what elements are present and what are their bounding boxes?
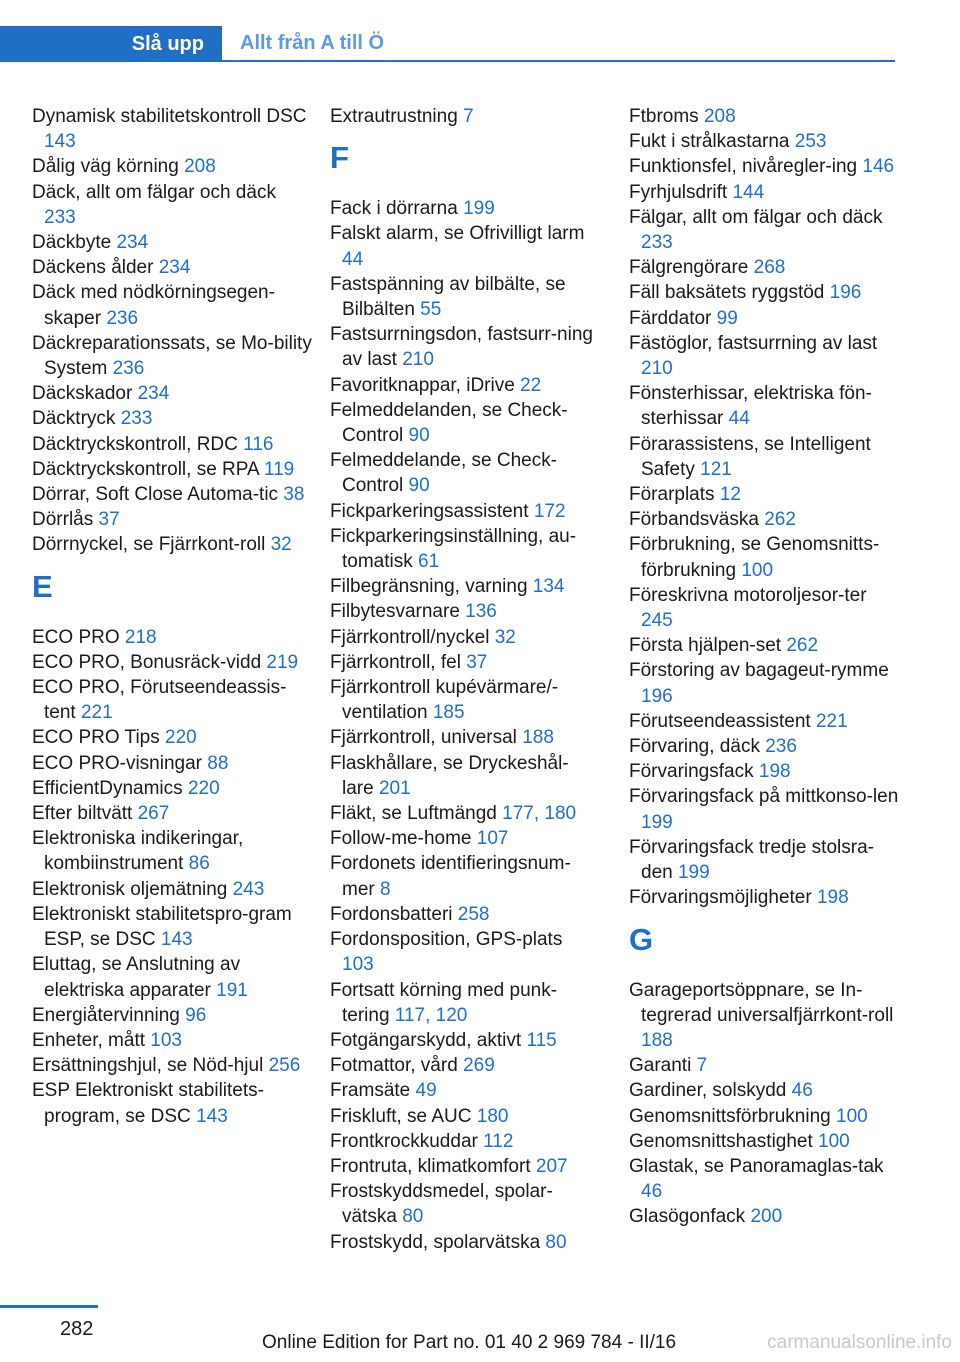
index-entry-term: Fortsatt körning med punk-tering (330, 979, 558, 1026)
index-entry (330, 1104, 595, 1129)
index-entry-term: Förvaringsmöjligheter (629, 887, 812, 909)
index-entry-term: Fack i dörrarna (330, 198, 458, 220)
index-entry (629, 1078, 899, 1103)
index-entry (330, 625, 595, 650)
index-entry (330, 104, 595, 129)
index-entry-page-link[interactable]: 234 (137, 383, 170, 405)
index-entry-page-link[interactable]: 61 (418, 551, 440, 573)
index-entry-page-link[interactable]: 221 (80, 702, 113, 724)
index-entry (629, 129, 899, 154)
index-entry-term: Förstoring av bagageut-rymme (629, 660, 889, 682)
index-entry-term: Frontruta, klimatkomfort (330, 1155, 531, 1177)
index-entry-page-link[interactable]: 49 (415, 1080, 437, 1102)
index-entry (330, 978, 595, 1028)
index-entry (32, 1078, 312, 1128)
index-entry (629, 154, 899, 179)
index-entry (629, 709, 899, 734)
index-entry-page-link[interactable]: 262 (786, 635, 819, 657)
index-entry (32, 625, 312, 650)
index-entry (32, 650, 312, 675)
index-entry-page-link[interactable]: 177, 180 (502, 803, 577, 825)
index-entry-page-link[interactable]: 220 (187, 777, 220, 799)
index-entry-page-link[interactable]: 100 (741, 559, 774, 581)
index-entry-page-link[interactable]: 262 (764, 509, 796, 531)
index-entry-term: Extrautrustning (330, 106, 458, 127)
index-entry-page-link[interactable]: 96 (185, 1004, 207, 1026)
index-entry-page-link[interactable]: 236 (765, 736, 797, 758)
index-entry (32, 826, 312, 876)
page-number: 282 (60, 1318, 94, 1340)
index-entry-term: Däckreparationssats, se Mo-bility System (32, 332, 312, 380)
index-entry (330, 398, 595, 448)
index-entry (629, 205, 899, 255)
index-entry-term: Frostskydd, spolarvätska (330, 1231, 541, 1253)
index-entry (32, 952, 312, 1002)
index-letter-heading: E (32, 568, 53, 604)
index-entry-term: Förvaringsfack tredje stolsra-den (629, 836, 874, 884)
index-entry (330, 524, 595, 574)
index-entry (330, 725, 595, 750)
index-entry-term: Glasögonfack (629, 1206, 746, 1228)
index-entry-term: ECO PRO, Bonusräck-vidd (32, 651, 262, 673)
index-entry-page-link[interactable]: 99 (716, 307, 738, 329)
index-entry (32, 255, 312, 280)
index-entry-page-link[interactable]: 22 (520, 374, 542, 396)
index-entry (330, 1028, 595, 1053)
index-entry (629, 759, 899, 784)
index-entry (629, 331, 899, 381)
index-entry-page-link[interactable]: 210 (641, 358, 673, 380)
index-entry-page-link[interactable]: 107 (476, 828, 509, 850)
index-entry-term: Gardiner, solskydd (629, 1080, 787, 1102)
index-entry-page-link[interactable]: 208 (184, 156, 216, 178)
index-entry-page-link[interactable]: 44 (728, 408, 750, 430)
index-entry-term: Däcktryckskontroll, se RPA (32, 458, 259, 480)
index-entry-page-link[interactable]: 269 (463, 1055, 495, 1077)
index-entry (32, 751, 312, 776)
index-entry (32, 725, 312, 750)
index-entry-term: Föreskrivna motoroljesor-ter (629, 584, 867, 606)
index-entry (32, 280, 312, 330)
index-entry-term: Förbrukning, se Genomsnitts-förbrukning (629, 534, 880, 581)
index-entry-page-link[interactable]: 37 (98, 509, 120, 531)
index-entry-page-link[interactable]: 172 (533, 500, 566, 522)
index-entry-term: Däckskador (32, 383, 133, 405)
index-entry-page-link[interactable]: 7 (696, 1055, 708, 1077)
index-entry-term: ECO PRO, Förutseendeassis-tent (32, 677, 287, 724)
index-entry (32, 1003, 312, 1028)
index-entry (629, 734, 899, 759)
index-entry-term: Felmeddelanden, se Check-Control (330, 399, 568, 447)
index-entry-page-link[interactable]: 86 (188, 853, 210, 875)
index-entry-term: Förvaring, däck (629, 736, 760, 758)
index-entry-page-link[interactable]: 200 (750, 1206, 783, 1228)
index-entry-term: Garageportsöppnare, se In-tegrerad universalfjärrkont-roll (629, 979, 894, 1026)
index-entry-page-link[interactable]: 218 (124, 626, 157, 648)
tab-sla-upp[interactable]: Slå upp (0, 26, 222, 62)
index-entry-page-link[interactable]: 38 (283, 484, 305, 506)
index-entry-page-link[interactable]: 117, 120 (394, 1004, 468, 1026)
index-entry (330, 196, 595, 221)
index-column-2 (330, 104, 595, 1255)
index-entry (330, 272, 595, 322)
index-entry-page-link[interactable]: 208 (703, 106, 736, 127)
index-entry (629, 1154, 899, 1204)
index-entry-page-link[interactable]: 103 (342, 954, 374, 976)
index-entry (330, 902, 595, 927)
index-entry-page-link[interactable]: 143 (160, 929, 193, 951)
index-entry (330, 1078, 595, 1103)
index-entry-page-link[interactable]: 234 (116, 232, 149, 254)
index-entry-page-link[interactable]: 44 (342, 248, 364, 270)
index-entry-term: Första hjälpen-set (629, 635, 782, 657)
index-entry-term: Färddator (629, 307, 712, 329)
index-entry (32, 1028, 312, 1053)
index-entry-page-link[interactable]: 119 (263, 458, 295, 480)
index-entry-term: Fastsurrningsdon, fastsurr-ning av last (330, 324, 593, 371)
index-entry (629, 583, 899, 633)
index-entry (32, 507, 312, 532)
index-entry-term: Dörrlås (32, 509, 94, 531)
index-entry (330, 650, 595, 675)
index-entry-term: Energiåtervinning (32, 1004, 180, 1026)
index-entry-term: Fläkt, se Luftmängd (330, 803, 497, 825)
index-entry-page-link[interactable]: 185 (432, 702, 465, 724)
index-entry-term: Fjärrkontroll/nyckel (330, 626, 490, 648)
index-entry-term: ECO PRO (32, 626, 120, 648)
index-entry-term: Elektronisk oljemätning (32, 878, 228, 900)
index-entry-page-link[interactable]: 80 (402, 1206, 424, 1228)
index-entry (330, 574, 595, 599)
index-entry (32, 457, 312, 482)
index-entry-page-link[interactable]: 236 (112, 358, 145, 380)
index-entry-term: Fästöglor, fastsurrning av last (629, 332, 878, 354)
index-entry-term: Förarassistens, se Intelligent Safety (629, 433, 871, 480)
index-entry-term: Fastspänning av bilbälte, se Bilbälten (330, 273, 566, 321)
index-entry-page-link[interactable]: 112 (483, 1130, 514, 1152)
index-letter-heading: F (330, 140, 349, 176)
index-entry-term: Däck med nödkörningsegen-skaper (32, 282, 275, 329)
index-entry-page-link[interactable]: 236 (106, 307, 139, 329)
index-entry (32, 432, 312, 457)
index-entry-page-link[interactable]: 256 (268, 1055, 301, 1077)
index-entry-page-link[interactable]: 201 (378, 777, 411, 799)
index-entry-page-link[interactable]: 199 (641, 811, 673, 833)
index-entry-term: Fjärrkontroll kupévärmare/-ventilation (330, 677, 559, 724)
index-entry-page-link[interactable]: 210 (402, 349, 434, 371)
index-entry (629, 482, 899, 507)
index-entry-page-link[interactable]: 143 (196, 1105, 228, 1127)
footer-rule (0, 1305, 98, 1308)
index-entry-page-link[interactable]: 180 (476, 1105, 509, 1127)
index-entry-page-link[interactable]: 143 (44, 131, 76, 153)
index-entry-term: Däckbyte (32, 232, 112, 254)
index-entry-term: Genomsnittsförbrukning (629, 1105, 831, 1127)
index-entry-term: Dynamisk stabilitetskontroll DSC (32, 106, 307, 127)
index-entry-page-link[interactable]: 8 (380, 878, 391, 900)
index-entry-term: Follow-me-home (330, 828, 472, 850)
index-entry-term: Frontkrockkuddar (330, 1130, 478, 1152)
index-entry-term: ECO PRO-visningar (32, 752, 202, 774)
index-entry-page-link[interactable]: 90 (408, 425, 430, 447)
index-entry (330, 927, 595, 977)
index-entry-page-link[interactable]: 245 (641, 610, 673, 632)
index-entry-term: Dörrnyckel, se Fjärrkont-roll (32, 534, 266, 556)
index-entry-page-link[interactable]: 198 (816, 887, 849, 909)
index-entry-page-link[interactable]: 196 (829, 282, 862, 304)
index-entry (629, 255, 899, 280)
index-entry-page-link[interactable]: 207 (535, 1155, 568, 1177)
index-entry-page-link[interactable]: 221 (815, 710, 848, 732)
index-entry-page-link[interactable]: 37 (466, 651, 488, 673)
index-entry (629, 835, 899, 885)
header-rule (0, 60, 895, 62)
index-entry-page-link[interactable]: 199 (677, 862, 710, 884)
index-entry-term: Däckens ålder (32, 257, 154, 279)
index-entry (629, 507, 899, 532)
index-entry (330, 751, 595, 801)
index-entry-page-link[interactable]: 233 (641, 232, 673, 254)
index-entry-page-link[interactable]: 188 (641, 1029, 673, 1051)
index-entry-term: Fordonsposition, GPS-plats (330, 929, 563, 951)
index-entry-page-link[interactable]: 243 (232, 878, 265, 900)
index-entry (32, 154, 312, 179)
index-entry-term: Förvaringsfack (629, 761, 754, 783)
index-entry-term: Elektroniskt stabilitetspro-gram ESP, se DSC (32, 903, 292, 951)
index-entry-term: Dålig väg körning (32, 156, 179, 178)
index-entry-term: Fordonsbatteri (330, 903, 453, 925)
index-entry-term: Fukt i strålkastarna (629, 131, 790, 153)
index-entry (330, 1053, 595, 1078)
index-entry (629, 432, 899, 482)
index-entry-term: Förvaringsfack på mittkonso-len (629, 786, 899, 808)
index-entry-term: ECO PRO Tips (32, 727, 160, 749)
index-entry (330, 801, 595, 826)
index-entry-term: Fotgängarskydd, aktivt (330, 1029, 522, 1051)
index-entry-page-link[interactable]: 258 (457, 903, 490, 925)
index-entry-term: Falskt alarm, se Ofrivilligt larm (330, 223, 585, 245)
index-entry-page-link[interactable]: 233 (44, 206, 76, 228)
index-entry (32, 406, 312, 431)
edition-note: Online Edition for Part no. 01 40 2 969 784 - II/16 (262, 1332, 677, 1353)
index-entry (629, 1053, 899, 1078)
index-entry-term: Favoritknappar, iDrive (330, 374, 515, 396)
index-entry (330, 826, 595, 851)
index-entry-term: Fälgrengörare (629, 257, 749, 279)
index-entry (629, 633, 899, 658)
index-entry-term: Glastak, se Panoramaglas-tak (629, 1155, 884, 1177)
index-entry (32, 331, 312, 381)
index-entry-term: Elektroniska indikeringar, kombiinstrument (32, 828, 244, 875)
index-entry (32, 776, 312, 801)
index-entry-page-link[interactable]: 146 (862, 156, 895, 178)
tab-allt-fran-a-till-o[interactable]: Allt från A till Ö (240, 31, 385, 54)
index-entry-page-link[interactable]: 196 (641, 685, 673, 707)
index-entry (330, 373, 595, 398)
header-tabbar (0, 26, 895, 62)
index-entry-page-link[interactable]: 90 (408, 475, 430, 497)
index-entry-term: EfficientDynamics (32, 777, 183, 799)
index-entry-page-link[interactable]: 188 (522, 727, 554, 749)
index-entry-term: Flaskhållare, se Dryckeshål-lare (330, 752, 569, 799)
index-entry-page-link[interactable]: 234 (158, 257, 191, 279)
index-entry-page-link[interactable]: 219 (266, 651, 299, 673)
index-entry-page-link[interactable]: 116 (243, 433, 274, 455)
index-entry-page-link[interactable]: 115 (526, 1029, 557, 1051)
index-entry-page-link[interactable]: 121 (700, 458, 732, 480)
index-entry-page-link[interactable]: 46 (641, 1181, 663, 1203)
index-entry (32, 801, 312, 826)
index-entry (629, 532, 899, 582)
index-entry-term: Fyrhjulsdrift (629, 181, 728, 203)
index-entry-term: Förbandsväska (629, 509, 759, 531)
index-entry-page-link[interactable]: 268 (753, 257, 786, 279)
index-letter-heading: G (629, 921, 654, 957)
index-entry (629, 1204, 899, 1229)
index-entry-page-link[interactable]: 136 (465, 601, 497, 623)
index-entry-page-link[interactable]: 46 (791, 1080, 813, 1102)
index-entry-page-link[interactable]: 198 (758, 761, 791, 783)
index-entry-term: Garanti (629, 1055, 692, 1077)
index-entry-term: Fjärrkontroll, universal (330, 727, 517, 749)
index-entry-page-link[interactable]: 253 (794, 131, 827, 153)
index-column-1 (32, 104, 312, 1129)
index-entry (32, 532, 312, 557)
index-entry-page-link[interactable]: 100 (836, 1105, 868, 1127)
index-entry-page-link[interactable]: 191 (216, 979, 248, 1001)
index-entry-term: Ftbroms (629, 106, 699, 127)
index-entry (629, 381, 899, 431)
index-entry (32, 482, 312, 507)
index-entry-term: Däcktryckskontroll, RDC (32, 433, 238, 455)
index-entry-page-link[interactable]: 32 (494, 626, 516, 648)
index-entry-page-link[interactable]: 103 (150, 1029, 182, 1051)
index-entry-page-link[interactable]: 32 (270, 534, 292, 556)
index-entry-term: ESP Elektroniskt stabilitets-program, se DSC (32, 1080, 264, 1127)
index-entry-term: Filbytesvarnare (330, 601, 460, 623)
index-entry-term: Fäll baksätets ryggstöd (629, 282, 825, 304)
index-entry-term: Friskluft, se AUC (330, 1105, 472, 1127)
index-entry-page-link[interactable]: 100 (818, 1130, 850, 1152)
index-entry (330, 322, 595, 372)
index-entry-term: Däcktryck (32, 408, 116, 430)
index-entry-page-link[interactable]: 220 (165, 727, 197, 749)
index-entry (32, 902, 312, 952)
index-entry-term: Förarplats (629, 484, 715, 506)
index-entry (32, 230, 312, 255)
index-entry-term: Fotmattor, vård (330, 1055, 458, 1077)
index-entry-term: Enheter, mått (32, 1029, 146, 1051)
index-entry (629, 306, 899, 331)
index-entry (330, 851, 595, 901)
index-column-3 (629, 104, 899, 1230)
index-entry-term: Fordonets identifieringsnum-mer (330, 853, 571, 900)
index-entry-page-link[interactable]: 134 (532, 576, 565, 598)
index-entry (629, 180, 899, 205)
index-entry (629, 280, 899, 305)
index-entry-term: Ersättningshjul, se Nöd-hjul (32, 1055, 264, 1077)
index-entry (330, 1129, 595, 1154)
index-entry (32, 381, 312, 406)
index-entry (330, 599, 595, 624)
watermark: carmanualsonline.info (767, 1332, 952, 1353)
index-entry-term: Fönsterhissar, elektriska fön-sterhissar (629, 383, 872, 430)
index-entry-page-link[interactable]: 80 (545, 1231, 567, 1253)
index-entry-term: Genomsnittshastighet (629, 1130, 813, 1152)
index-entry (629, 978, 899, 1054)
index-entry (330, 1230, 595, 1255)
index-entry (32, 675, 312, 725)
index-entry (330, 448, 595, 498)
index-entry-page-link[interactable]: 12 (719, 484, 741, 506)
index-entry-term: Efter biltvätt (32, 803, 133, 825)
index-entry (330, 499, 595, 524)
index-entry-term: Dörrar, Soft Close Automa-tic (32, 484, 279, 506)
index-entry-term: Framsäte (330, 1080, 411, 1102)
index-entry-term: Fälgar, allt om fälgar och däck (629, 206, 883, 228)
index-entry (330, 1179, 595, 1229)
index-entry (330, 675, 595, 725)
index-entry (629, 885, 899, 910)
index-entry-term: Eluttag, se Anslutning av elektriska apparater (32, 954, 241, 1001)
index-entry-page-link[interactable]: 88 (207, 752, 229, 774)
index-entry-term: Frostskyddsmedel, spolar-vätska (330, 1181, 553, 1228)
index-entry-page-link[interactable]: 7 (463, 106, 474, 127)
index-entry (32, 180, 312, 230)
index-entry (629, 1104, 899, 1129)
index-entry-page-link[interactable]: 199 (463, 198, 495, 220)
index-entry (32, 104, 312, 154)
index-entry (629, 104, 899, 129)
index-entry-term: Filbegränsning, varning (330, 576, 528, 598)
index-entry-term: Fickparkeringsassistent (330, 500, 529, 522)
index-entry-term: Funktionsfel, nivåregler-ing (629, 156, 858, 178)
index-entry-term: Felmeddelande, se Check-Control (330, 450, 558, 497)
index-entry (330, 221, 595, 271)
index-entry-term: Förutseendeassistent (629, 710, 811, 732)
index-entry-page-link[interactable]: 267 (137, 803, 170, 825)
index-entry (32, 877, 312, 902)
index-entry (629, 658, 899, 708)
index-entry (330, 1154, 595, 1179)
index-entry-page-link[interactable]: 144 (732, 181, 765, 203)
index-entry-page-link[interactable]: 233 (120, 408, 153, 430)
index-entry (629, 1129, 899, 1154)
index-entry-term: Fickparkeringsinställning, au-tomatisk (330, 525, 577, 573)
index-entry-term: Fjärrkontroll, fel (330, 651, 461, 673)
index-entry (32, 1053, 312, 1078)
index-entry-term: Däck, allt om fälgar och däck (32, 181, 276, 203)
index-entry-page-link[interactable]: 55 (420, 299, 442, 321)
index-entry (629, 784, 899, 834)
